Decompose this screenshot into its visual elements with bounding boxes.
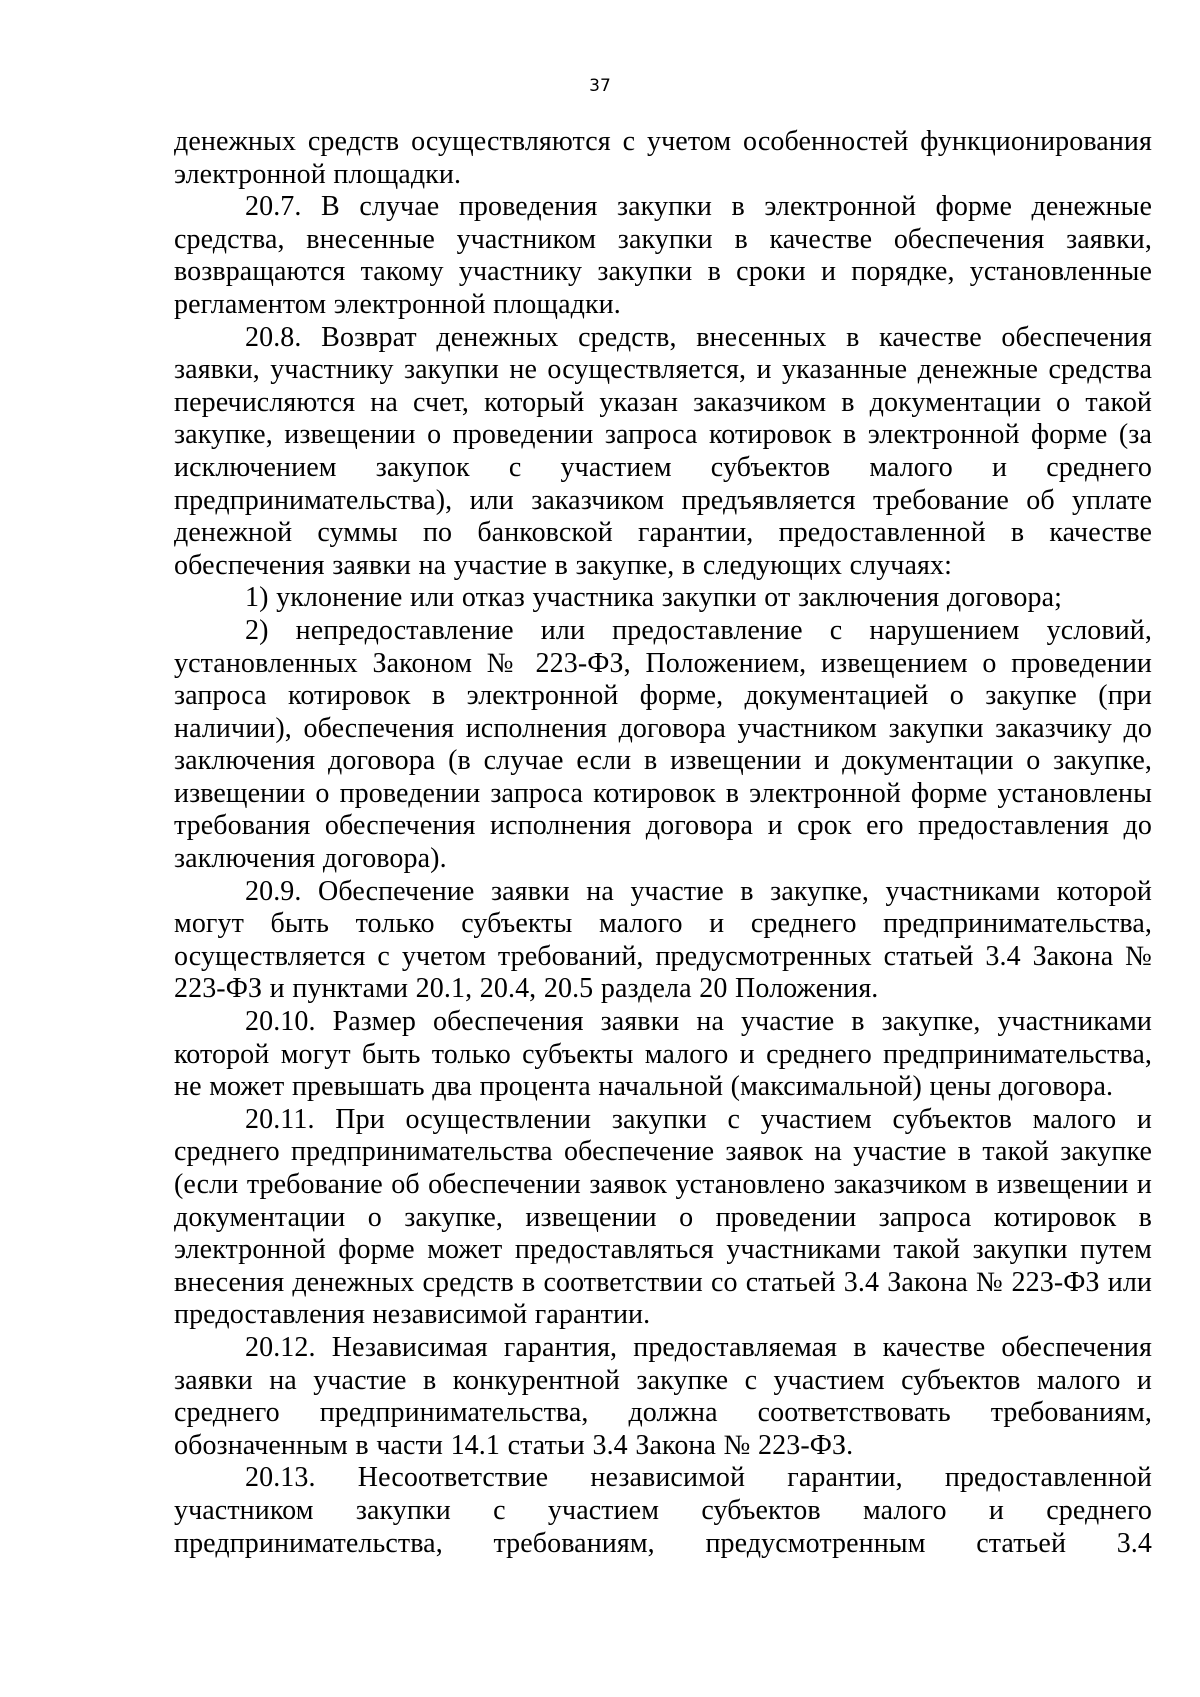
- paragraph-20-11: 20.11. При осуществлении закупки с участием субъектов малого и среднего предпринимательства обеспечение заявок на участие в такой закупке (если требование об обеспечении заявок установлено заказчиком в извещении и документации о закупке, извещении о проведении запроса котировок в электронной форме может предоставляться участниками такой закупки путем внесения денежных средств в соответствии со статьей 3.4 Закона № 223-ФЗ или предоставления независимой гарантии.: [174, 1103, 1152, 1331]
- paragraph-20-9: 20.9. Обеспечение заявки на участие в закупке, участниками которой могут быть только субъекты малого и среднего предпринимательства, осуществляется с учетом требований, предусмотренных статьей 3.4 Закона № 223-ФЗ и пунктами 20.1, 20.4, 20.5 раздела 20 Положения.: [174, 875, 1152, 1005]
- document-body: [174, 126, 1152, 1560]
- paragraph-20-13: 20.13. Несоответствие независимой гарантии, предоставленной участником закупки с участием субъектов малого и среднего предпринимательства, требованиям, предусмотренным статьей 3.4: [174, 1462, 1152, 1559]
- paragraph-20-7: 20.7. В случае проведения закупки в электронной форме денежные средства, внесенные участником закупки в качестве обеспечения заявки, возвращаются такому участнику закупки в сроки и порядке, установленные регламентом электронной площадки.: [174, 191, 1152, 320]
- list-item-2: 2) непредоставление или предоставление с нарушением условий, установленных Законом № 223-ФЗ, Положением, извещением о проведении запроса котировок в электронной форме, документацией о закупке (при наличии), обеспечения исполнения договора участником закупки заказчику до заключения договора (в случае если в извещении и документации о закупке, извещении о проведении запроса котировок в электронной форме установлены требования обеспечения исполнения договора и срок его предоставления до заключения договора).: [174, 614, 1152, 875]
- paragraph-20-10: 20.10. Размер обеспечения заявки на участие в закупке, участниками которой могут быть только субъекты малого и среднего предпринимательства, не может превышать два процента начальной (максимальной) цены договора.: [174, 1006, 1152, 1103]
- paragraph-continuation: денежных средств осуществляются с учетом особенностей функционирования электронной площадки.: [174, 126, 1152, 190]
- paragraph-20-8: 20.8. Возврат денежных средств, внесенных в качестве обеспечения заявки, участнику закупки не осуществляется, и указанные денежные средства перечисляются на счет, который указан заказчиком в документации о такой закупке, извещении о проведении запроса котировок в электронной форме (за исключением закупок с участием субъектов малого и среднего предпринимательства), или заказчиком предъявляется требование об уплате денежной суммы по банковской гарантии, предоставленной в качестве обеспечения заявки на участие в закупке, в следующих случаях:: [174, 321, 1152, 581]
- paragraph-20-12: 20.12. Независимая гарантия, предоставляемая в качестве обеспечения заявки на участие в конкурентной закупке с участием субъектов малого и среднего предпринимательства, должна соответствовать требованиям, обозначенным в части 14.1 статьи 3.4 Закона № 223-ФЗ.: [174, 1331, 1152, 1461]
- list-item-1: 1) уклонение или отказ участника закупки от заключения договора;: [245, 582, 1063, 614]
- page-number: 37: [589, 76, 611, 96]
